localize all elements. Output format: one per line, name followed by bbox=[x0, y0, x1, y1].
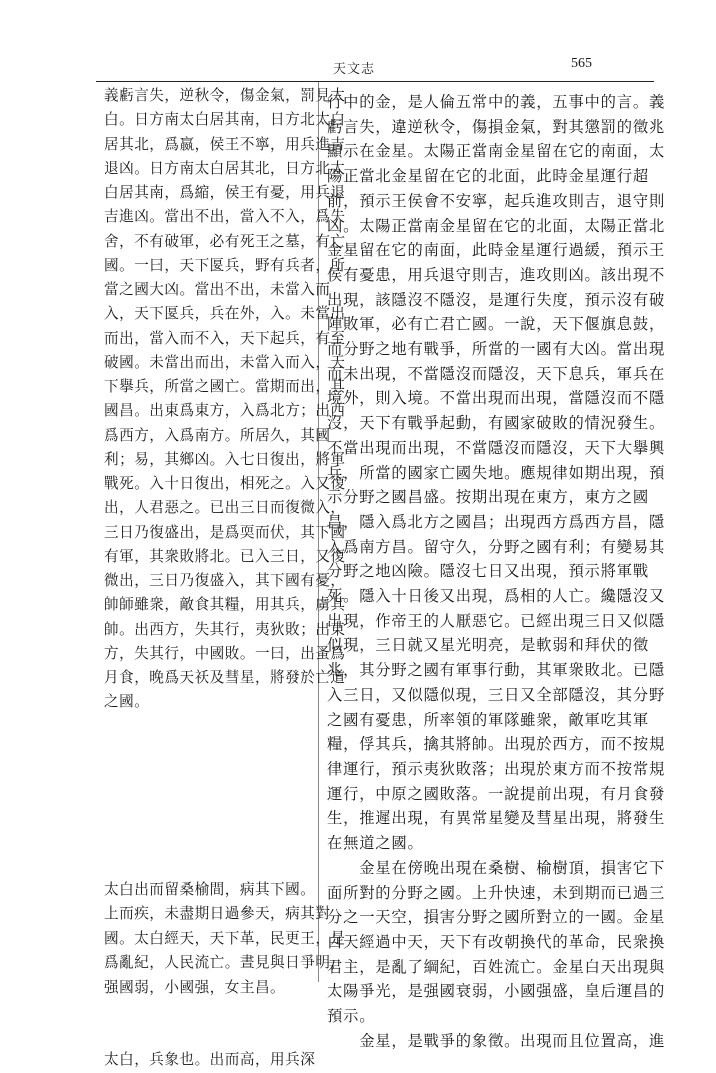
text-line: 入爲南方昌。留守久，分野之國有利；有變易其 bbox=[327, 537, 666, 556]
text-line: 義虧言失，逆秋令，傷金氣，罰見太 bbox=[104, 87, 346, 104]
passage-gap bbox=[104, 1000, 306, 1048]
classical-passage-3 bbox=[104, 1048, 316, 1073]
text-line: 預示。 bbox=[327, 1007, 376, 1026]
text-line: 利；易，其鄉凶。入七日復出，將軍 bbox=[104, 450, 346, 468]
text-line: 昌，隱入爲北方之國昌；出現西方爲西方昌，隱 bbox=[327, 512, 666, 531]
text-line: 面所對的分野之國。上升快速，未到期而已過三 bbox=[327, 883, 666, 902]
text-line: 出現，作帝王的人厭惡它。已經出現三日又似隱 bbox=[327, 611, 666, 630]
classical-text-column bbox=[104, 84, 346, 1073]
text-line: 當之國大凶。當出不出，未當入而 bbox=[104, 281, 331, 298]
text-line: 凶。太陽正當南金星留在它的北面，太陽正當北 bbox=[327, 216, 666, 235]
translation-passage-1 bbox=[327, 90, 666, 856]
text-line: 强國弱，小國强，女主昌。 bbox=[104, 978, 286, 996]
text-line: 有軍，其衆敗將北。已入三日，又復 bbox=[104, 547, 346, 565]
text-line: 太陽爭光，是强國衰弱，小國强盛，皇后運昌的 bbox=[327, 982, 666, 1001]
text-line: 虧言失，違逆秋令，傷損金氣，對其懲罰的徵兆 bbox=[327, 117, 666, 136]
text-line: 退凶。日方南太白居其北，日方北太 bbox=[104, 159, 346, 177]
text-line: 之國。 bbox=[104, 693, 150, 711]
text-line: 入三日，又似隱似現，三日又全部隱沒，其分野 bbox=[327, 685, 666, 704]
text-line: 陽正當北金星留在它的北面，此時金星運行超 bbox=[327, 167, 649, 186]
text-line: 白居其南，爲縮，侯王有憂，用兵退 bbox=[104, 184, 346, 201]
text-line: 帥。出西方，失其行，夷狄敗；出東 bbox=[104, 620, 346, 638]
text-line: 侯有憂患，用兵退守則吉，進攻則凶。該出現不 bbox=[327, 265, 666, 284]
header-rule bbox=[96, 81, 654, 82]
text-line: 死。隱入十日後又出現，爲相的人亡。纔隱沒又 bbox=[327, 587, 666, 606]
text-line: 三日乃復盛出，是爲耎而伏，其下國 bbox=[104, 523, 346, 541]
text-line: 生，推遲出現，有異常星變及彗星出現，將發生 bbox=[327, 809, 666, 828]
text-line: 國。太白經天，天下革，民更王，是 bbox=[104, 929, 346, 947]
text-line: 下擧兵，所當之國亡。當期而出，其 bbox=[104, 378, 346, 395]
text-line: 舍，不有破軍，必有死王之墓，有亡 bbox=[104, 232, 346, 250]
text-line: 而未出現，不當隱沒而隱沒，天下息兵，軍兵在 bbox=[327, 364, 666, 383]
text-line: 境外，則入境。不當出現而出現，當隱沒而不隱 bbox=[327, 389, 666, 408]
classical-passage-2 bbox=[104, 878, 346, 1001]
text-line: 太白，兵象也。出而高，用兵深 bbox=[104, 1051, 316, 1068]
text-line: 入，天下匽兵，兵在外，入。未當出 bbox=[104, 305, 346, 323]
text-line: 月食，晚爲天祅及彗星，將發於亡道 bbox=[104, 669, 346, 686]
text-line: 方，失其行，中國敗。一曰，出蚤爲 bbox=[104, 644, 346, 662]
text-line: 白。日方南太白居其南，日方北太白 bbox=[104, 111, 346, 129]
text-line: 君主，是亂了綱紀，百姓流亡。金星白天出現與 bbox=[327, 957, 666, 976]
text-line: 兵，所當的國家亡國失地。應規律如期出現，預 bbox=[327, 463, 666, 482]
text-line: 國。一曰，天下匽兵，野有兵者，所 bbox=[104, 256, 346, 274]
text-line: 上而疾，未盡期日過參天，病其對 bbox=[104, 905, 331, 922]
text-line: 金星留在它的南面，此時金星運行過緩，預示王 bbox=[327, 241, 666, 260]
translation-passage-2 bbox=[327, 856, 666, 1029]
text-line: 示分野之國昌盛。按期出現在東方，東方之國 bbox=[327, 488, 649, 507]
text-line: 戰死。入十日復出，相死之。入又復 bbox=[104, 475, 346, 492]
text-line: 爲亂紀，人民流亡。晝見與日爭明， bbox=[104, 954, 346, 971]
text-line: 帥師雖衆，敵食其糧，用其兵，虜其 bbox=[104, 596, 346, 614]
text-line: 國昌。出東爲東方，入爲北方；出西 bbox=[104, 402, 346, 420]
text-line: 分野之地凶險。隱沒七日又出現，預示將軍戰 bbox=[327, 562, 649, 581]
running-header-title: 天文志 bbox=[333, 62, 376, 77]
text-line: 而出，當入而不入，天下起兵，有至 bbox=[104, 329, 346, 347]
text-line: 行中的金，是人倫五常中的義，五事中的言。義 bbox=[327, 93, 666, 111]
text-line: 居其北，爲嬴，侯王不寧，用兵進吉 bbox=[104, 135, 346, 153]
translation-passage-3 bbox=[327, 1029, 666, 1054]
text-line: 出，人君惡之。已出三日而復微入， bbox=[104, 499, 346, 517]
text-line: 吉進凶。當出不出，當入不入，爲失 bbox=[104, 208, 346, 226]
text-line: 之國有憂患，所率領的軍隊雖衆，敵軍吃其軍 bbox=[327, 710, 649, 729]
text-line: 在無道之國。 bbox=[327, 834, 424, 853]
text-line: 前，預示王侯會不安寧，起兵進攻則吉，退守則 bbox=[327, 191, 666, 210]
text-line: 不當出現而出現，不當隱沒而隱沒，天下大擧興 bbox=[327, 438, 666, 457]
text-line: 似現，三日就又星光明亮，是軟弱和拜伏的徵 bbox=[327, 636, 649, 655]
text-line: 運行，中原之國敗落。一說提前出現，有月食發 bbox=[327, 784, 666, 803]
text-line: 沒，天下有戰爭起動，有國家破敗的情況發生。 bbox=[327, 414, 666, 433]
text-line: 微出，三日乃復盛入，其下國有憂， bbox=[104, 572, 346, 589]
text-line: 出現，該隱沒不隱沒，是運行失度，預示沒有破 bbox=[327, 290, 666, 309]
text-line: 白天經過中天，天下有改朝換代的革命，民衆換 bbox=[327, 932, 666, 951]
text-line: 而分野之地有戰爭，所當的一國有大凶。當出現 bbox=[327, 340, 666, 359]
text-line: 兆，其分野之國有軍事行動，其軍衆敗北。已隱 bbox=[327, 661, 666, 680]
text-line: 顯示在金星。太陽正當南金星留在它的南面，太 bbox=[327, 142, 666, 161]
text-line: 太白出而留桑榆間，病其下國。 bbox=[104, 880, 316, 898]
page-number: 565 bbox=[571, 56, 592, 71]
text-line: 金星在傍晚出現在桑樹、榆樹頂，損害它下 bbox=[327, 858, 666, 877]
text-line: 金星，是戰爭的象徵。出現而且位置高，進 bbox=[327, 1031, 666, 1050]
classical-passage-1 bbox=[104, 84, 346, 715]
modern-translation-column bbox=[327, 90, 666, 1053]
text-line: 律運行，預示夷狄敗落；出現於東方而不按常規 bbox=[327, 759, 666, 778]
text-line: 破國。未當出而出，未當入而入，天 bbox=[104, 353, 346, 371]
text-line: 糧，俘其兵，擒其將帥。出現於西方，而不按規 bbox=[327, 735, 666, 754]
text-line: 爲西方，入爲南方。所居久，其國 bbox=[104, 426, 331, 444]
text-line: 分之一天空，損害分野之國所對立的一國。金星 bbox=[327, 908, 666, 927]
passage-gap bbox=[104, 715, 306, 878]
text-line: 陣敗軍，必有亡君亡國。一說，天下偃旗息鼓， bbox=[327, 315, 666, 334]
